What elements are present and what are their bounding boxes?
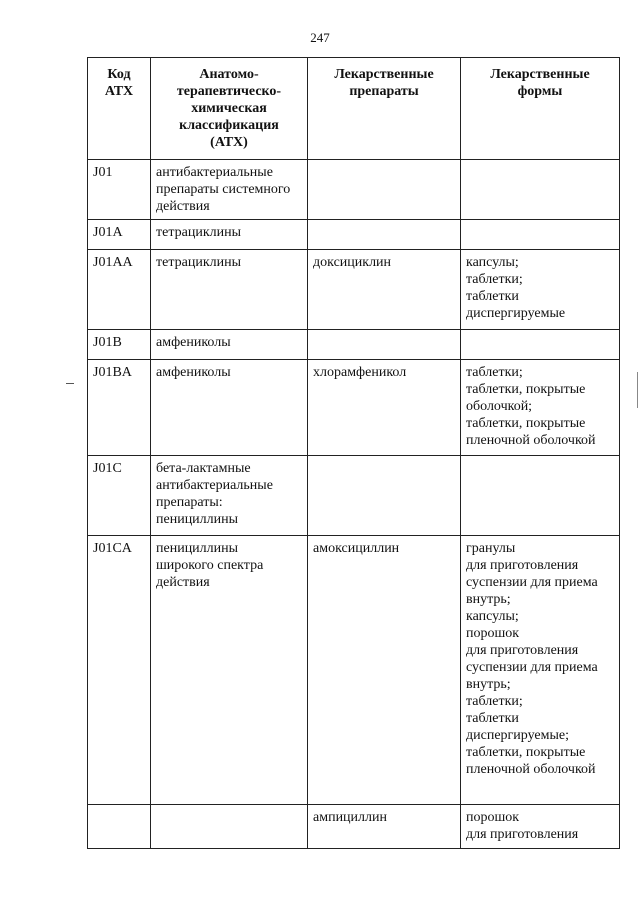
cell-classification: пенициллины широкого спектра действия xyxy=(151,536,308,805)
cell-classification: антибактериальные препараты системного действия xyxy=(151,160,308,220)
cell-forms: порошок для приготовления xyxy=(461,805,620,849)
table-row xyxy=(88,220,620,250)
table-row xyxy=(88,360,620,456)
cell-classification: амфениколы xyxy=(151,330,308,360)
cell-drug: доксициклин xyxy=(308,250,461,330)
table-row xyxy=(88,160,620,220)
header-drugs: Лекарственные препараты xyxy=(308,58,461,160)
cell-code: J01CA xyxy=(88,536,151,805)
cell-code xyxy=(88,805,151,849)
header-forms: Лекарственные формы xyxy=(461,58,620,160)
cell-code: J01B xyxy=(88,330,151,360)
table-header-row xyxy=(88,58,620,160)
cell-classification: амфениколы xyxy=(151,360,308,456)
atx-table xyxy=(87,57,620,849)
cell-classification: бета-лактамные антибактериальные препараты: пенициллины xyxy=(151,456,308,536)
cell-forms xyxy=(461,330,620,360)
header-code: Код АТХ xyxy=(88,58,151,160)
cell-forms xyxy=(461,456,620,536)
table-row xyxy=(88,330,620,360)
cell-forms xyxy=(461,220,620,250)
cell-drug xyxy=(308,220,461,250)
margin-mark xyxy=(66,383,74,384)
cell-forms: таблетки; таблетки, покрытые оболочкой; таблетки, покрытые пленочной оболочкой xyxy=(461,360,620,456)
table-row xyxy=(88,250,620,330)
page-number: 247 xyxy=(310,30,330,45)
table-row xyxy=(88,456,620,536)
cell-forms: гранулы для приготовления суспензии для приема внутрь; капсулы; порошок для приготовления суспензии для приема внутрь; таблетки; таблетки диспергируемые; таблетки, покрытые пленочной оболочкой xyxy=(461,536,620,805)
scan-edge-mark xyxy=(637,372,638,408)
cell-drug: хлорамфеникол xyxy=(308,360,461,456)
cell-code: J01 xyxy=(88,160,151,220)
cell-classification xyxy=(151,805,308,849)
header-classification: Анатомо- терапевтическо- химическая классификация (АТХ) xyxy=(151,58,308,160)
cell-code: J01A xyxy=(88,220,151,250)
cell-code: J01AA xyxy=(88,250,151,330)
cell-forms: капсулы; таблетки; таблетки диспергируемые xyxy=(461,250,620,330)
cell-forms xyxy=(461,160,620,220)
cell-drug xyxy=(308,456,461,536)
cell-code: J01C xyxy=(88,456,151,536)
cell-code: J01BA xyxy=(88,360,151,456)
cell-drug: амоксициллин xyxy=(308,536,461,805)
table-row xyxy=(88,805,620,849)
cell-classification: тетрациклины xyxy=(151,250,308,330)
cell-drug xyxy=(308,160,461,220)
cell-drug: ампициллин xyxy=(308,805,461,849)
table-row xyxy=(88,536,620,805)
cell-drug xyxy=(308,330,461,360)
cell-classification: тетрациклины xyxy=(151,220,308,250)
